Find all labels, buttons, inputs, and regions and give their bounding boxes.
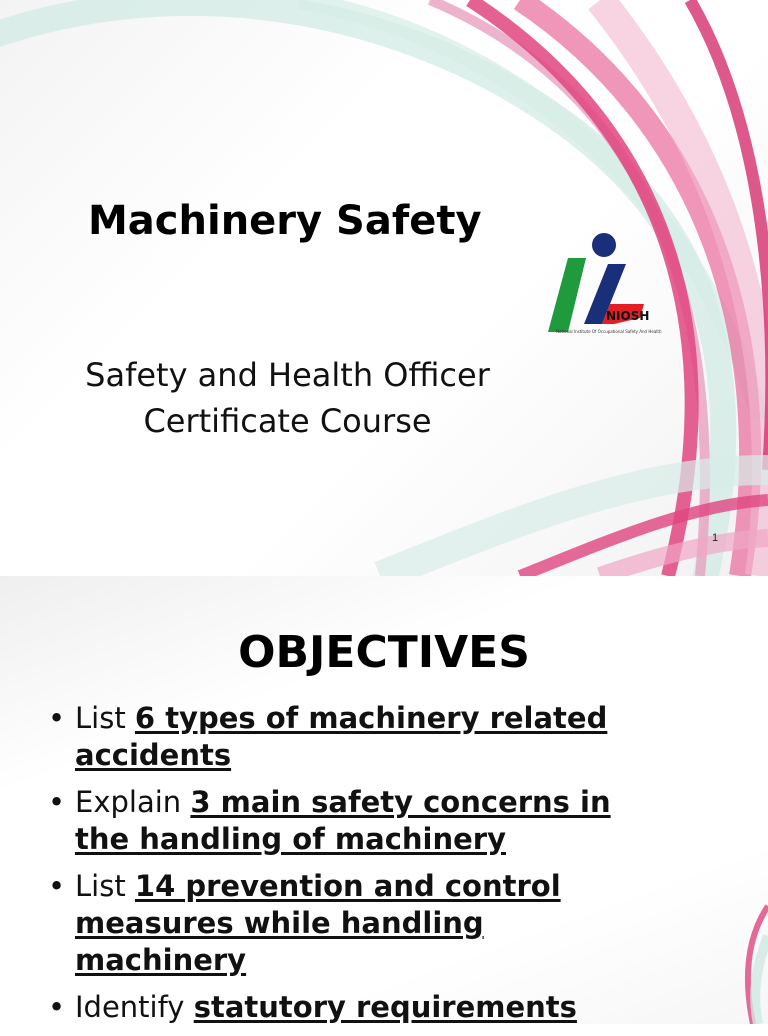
bullet-highlight: statutory requirements [193,990,577,1024]
page-number: 1 [712,532,719,544]
logo-name: NIOSH [606,309,650,323]
objectives-list [48,700,648,1036]
bullet-verb: List [75,869,135,903]
bullet-dot-icon: • [48,701,66,735]
slide-title: Machinery Safety [88,198,482,244]
bullet-dot-icon: • [48,990,66,1024]
bullet-verb: List [75,701,135,735]
subtitle-line-2: Certificate Course [143,402,432,440]
list-item [48,784,648,858]
slide-subtitle [40,352,535,444]
objectives-title: OBJECTIVES [238,627,530,678]
bullet-verb: Explain [75,785,191,819]
bullet-highlight: 14 prevention and control measures while handling machinery [75,869,561,977]
niosh-logo-graphic [544,228,694,340]
list-item [48,989,648,1026]
niosh-logo [544,228,694,340]
bullet-dot-icon: • [48,785,66,819]
bullet-highlight: 3 main safety concerns in the handling of machinery [75,785,611,856]
bullet-highlight: 6 types of machinery related accidents [75,701,608,772]
list-item [48,700,648,774]
bullet-verb: Identify [75,990,194,1024]
bullet-dot-icon: • [48,869,66,903]
logo-tagline: National Institute Of Occupational Safety And Health [556,329,662,334]
subtitle-line-1: Safety and Health Officer [85,356,490,394]
list-item [48,868,648,979]
